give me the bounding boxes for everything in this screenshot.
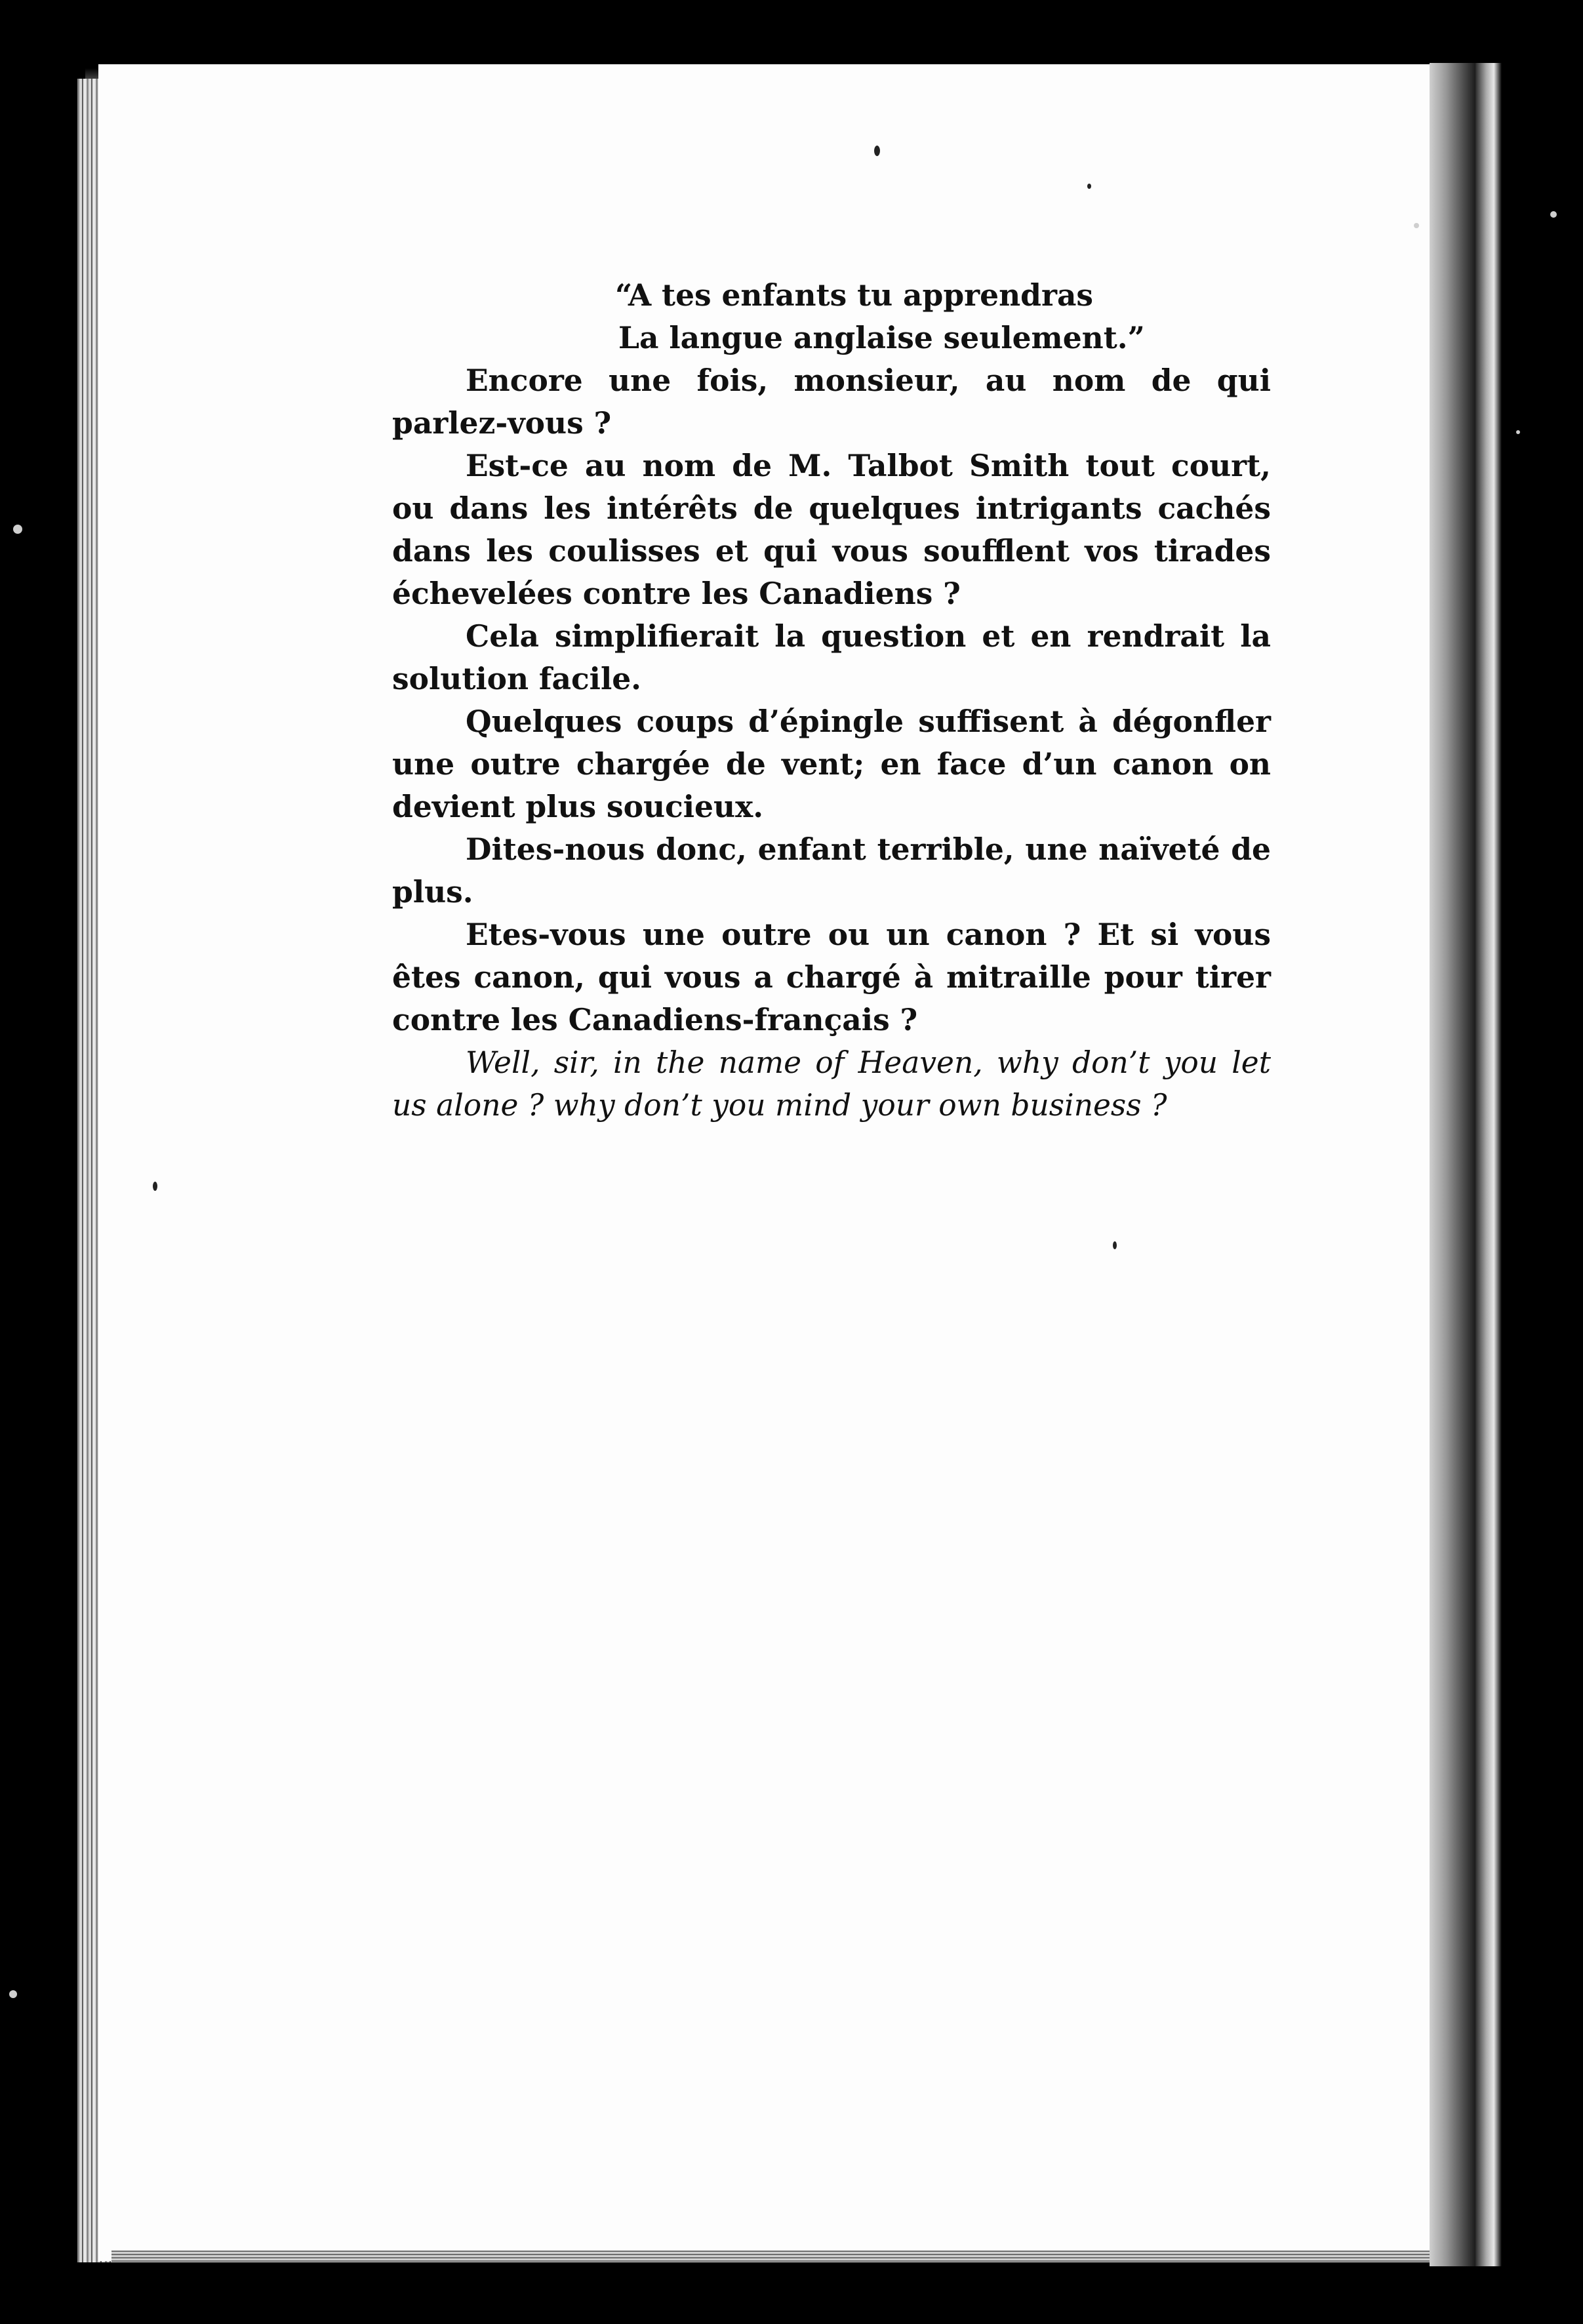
verse-line-2: La langue anglaise seulement.” <box>618 320 1145 355</box>
paragraph-italic: Well, sir, in the name of Heaven, why don’t you let us alone ? why don’t you mind your own business ? <box>392 1045 1271 1123</box>
paragraph: Encore une fois, monsieur, au nom de qui parlez-vous ? <box>392 363 1271 441</box>
verse-line-1: “A tes enfants tu apprendras <box>615 277 1094 313</box>
binding-shadow <box>1430 63 1475 2266</box>
scan-speck <box>1550 211 1557 218</box>
binding-edge <box>1475 63 1502 2266</box>
scan-speck <box>1516 430 1520 434</box>
page-bottom-edge <box>111 2251 1489 2262</box>
scan-speck <box>153 1182 157 1191</box>
scan-speck <box>9 1990 17 1998</box>
body-text <box>392 274 1271 1127</box>
paragraph: Quelques coups d’épingle suffisent à dégonfler une outre chargée de vent; en face d’un canon on devient plus soucieux. <box>392 704 1271 824</box>
scan-speck <box>874 146 880 156</box>
scan-speck <box>1087 184 1091 189</box>
paragraph: Cela simplifierait la question et en rendrait la solution facile. <box>392 618 1271 696</box>
scan-speck <box>1414 223 1419 228</box>
scan-speck <box>13 525 22 534</box>
scan-speck <box>1113 1241 1117 1249</box>
paragraph: Dites-nous donc, enfant terrible, une naïveté de plus. <box>392 831 1271 910</box>
paragraph: Etes-vous une outre ou un canon ? Et si vous êtes canon, qui vous a chargé à mitraille pour tirer contre les Canadiens-français ? <box>392 917 1271 1037</box>
paragraph: Est-ce au nom de M. Talbot Smith tout court, ou dans les intérêts de quelques intrigants cachés dans les coulisses et qui vous soufflent vos tirades échevelées contre les Canadiens ? <box>392 448 1271 611</box>
